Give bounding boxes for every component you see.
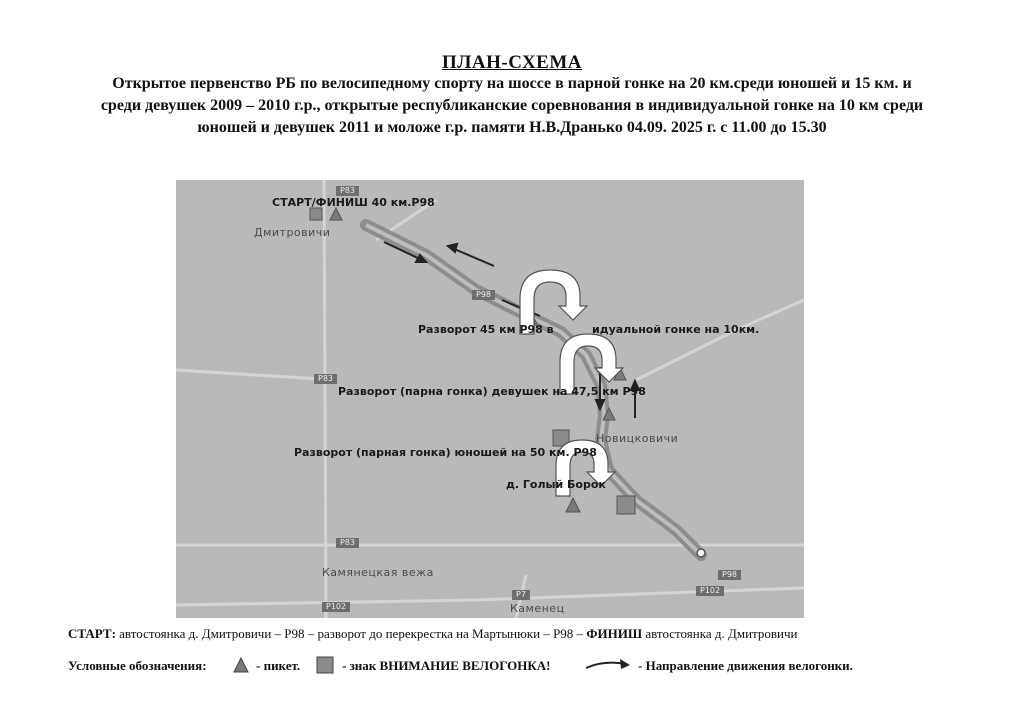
route-end-marker	[697, 549, 705, 557]
sign-start	[310, 208, 322, 220]
subtitle-line-2: среди девушек 2009 – 2010 г.р., открытые республиканские соревнования в индивидуальной гонке на 10 км среди	[100, 97, 924, 114]
picket-goly-borok	[566, 498, 580, 512]
place-kamyanetskaya-vezha: Камянецкая вежа	[322, 566, 434, 579]
road-tag-r83-west: Р83	[314, 374, 337, 384]
sign-goly-borok	[617, 496, 635, 514]
map-graphics	[176, 180, 804, 618]
road-r83-vertical	[324, 180, 326, 618]
start-label: СТАРТ:	[68, 626, 116, 641]
road-tag-r7: Р7	[512, 590, 530, 600]
legend-direction-text: - Направление движения велогонки.	[638, 658, 853, 673]
label-turn-47km: Разворот (парна гонка) девушек на 47,5 км Р98	[338, 385, 646, 398]
road-east	[636, 300, 804, 380]
road-r83-west	[176, 370, 336, 380]
subtitle-line-1: Открытое первенство РБ по велосипедному спорту на шоссе в парной гонке на 20 км.среди юношей и 15 км. и	[112, 75, 912, 92]
place-dmitrovichi: Дмитровичи	[254, 226, 331, 239]
legend-picket-icon	[232, 656, 250, 674]
road-tag-r98-mid: Р98	[472, 290, 495, 300]
route-description	[68, 626, 968, 642]
legend-title: Условные обозначения:	[68, 658, 207, 673]
road-tag-r83-north: Р83	[336, 186, 359, 196]
place-kamenets: Каменец	[510, 602, 565, 615]
arrow-north-1	[452, 248, 494, 266]
picket-start	[330, 208, 342, 220]
label-turn-50km: Разворот (парная гонка) юношей на 50 км. Р98	[294, 446, 597, 459]
label-goly-borok: д. Голый Борок	[506, 478, 606, 491]
legend-sign-icon	[316, 656, 334, 674]
subtitle-line-3: юношей и девушек 2011 и моложе г.р. памяти Н.В.Дранько 04.09. 2025 г. с 11.00 до 15.30	[197, 119, 827, 136]
route-map	[176, 180, 804, 618]
label-start-finish: СТАРТ/ФИНИШ 40 км.Р98	[272, 196, 435, 209]
finish-text: автостоянка д. Дмитровичи	[645, 626, 798, 641]
pickets	[330, 208, 626, 512]
place-novitskovichi: Новицковичи	[596, 432, 679, 445]
page-subtitle	[60, 73, 964, 139]
legend-picket-text: - пикет.	[256, 658, 301, 673]
road-tag-r102-east: Р102	[696, 586, 724, 596]
legend-direction-arrow-icon	[584, 654, 632, 676]
label-turn-45km-a: Разворот 45 км Р98 в	[418, 323, 554, 336]
page-title: ПЛАН-СХЕМА	[441, 52, 583, 73]
arrow-north-1-head	[448, 244, 457, 252]
start-text: автостоянка д. Дмитровичи – Р98 – разворот до перекрестка на Мартынюки – Р98 –	[119, 626, 584, 641]
label-turn-45km-b: идуальной гонке на 10км.	[592, 323, 760, 336]
road-tag-r102-west: Р102	[322, 602, 350, 612]
minor-roads	[176, 180, 804, 618]
legend	[68, 654, 968, 680]
u-turn-arrows	[520, 270, 623, 496]
finish-label: ФИНИШ	[586, 626, 643, 641]
road-tag-r83-south: Р83	[336, 538, 359, 548]
road-tag-r98-south: Р98	[718, 570, 741, 580]
legend-sign-text: - знак ВНИМАНИЕ ВЕЛОГОНКА!	[342, 658, 551, 673]
